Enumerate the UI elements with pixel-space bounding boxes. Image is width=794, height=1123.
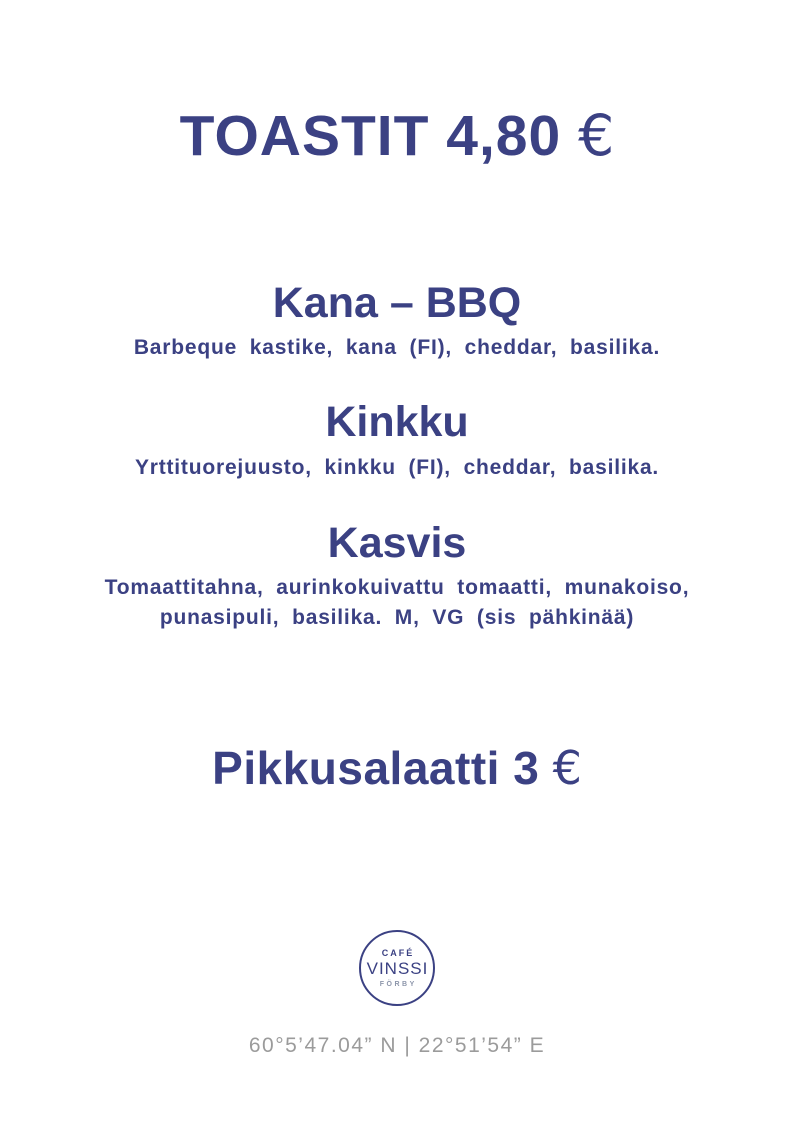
- page-title: [0, 103, 794, 169]
- menu-item-name-kinkku: Kinkku: [325, 398, 469, 446]
- logo-vinssi-label: VINSSI: [366, 959, 429, 978]
- menu-item-name-kasvis: Kasvis: [327, 519, 467, 567]
- menu-item-description-text: Barbeque kastike, kana (FI), cheddar, basilika.: [133, 336, 661, 359]
- menu-item-description-kana-bbq: [0, 333, 794, 363]
- menu-item-description-kasvis: [0, 573, 794, 633]
- logo-forby-label: FÖRBY: [379, 981, 417, 988]
- page-title-text: TOASTIT 4,80: [179, 104, 562, 168]
- cafe-vinssi-logo: [359, 930, 435, 1006]
- logo-cafe-label: CAFÉ: [381, 948, 415, 958]
- menu-item-name-kana-bbq: Kana – BBQ: [272, 279, 522, 327]
- footer-gps-coordinates: 60°5’47.04” N | 22°51’54” E: [248, 1034, 546, 1057]
- euro-sign: €: [552, 741, 582, 795]
- menu-item-description-text: Yrttituorejuusto, kinkku (FI), cheddar, basilika.: [134, 456, 660, 479]
- menu-item-description-text: Tomaattitahna, aurinkokuivattu tomaatti, munakoiso, punasipuli, basilika. M, VG (sis pähkinää): [104, 576, 690, 629]
- menu-item-pikkusalaatti-text: Pikkusalaatti 3: [212, 742, 540, 794]
- menu-item-description-kinkku: [0, 453, 794, 483]
- menu-item-pikkusalaatti: [0, 741, 794, 795]
- euro-sign: €: [578, 103, 615, 169]
